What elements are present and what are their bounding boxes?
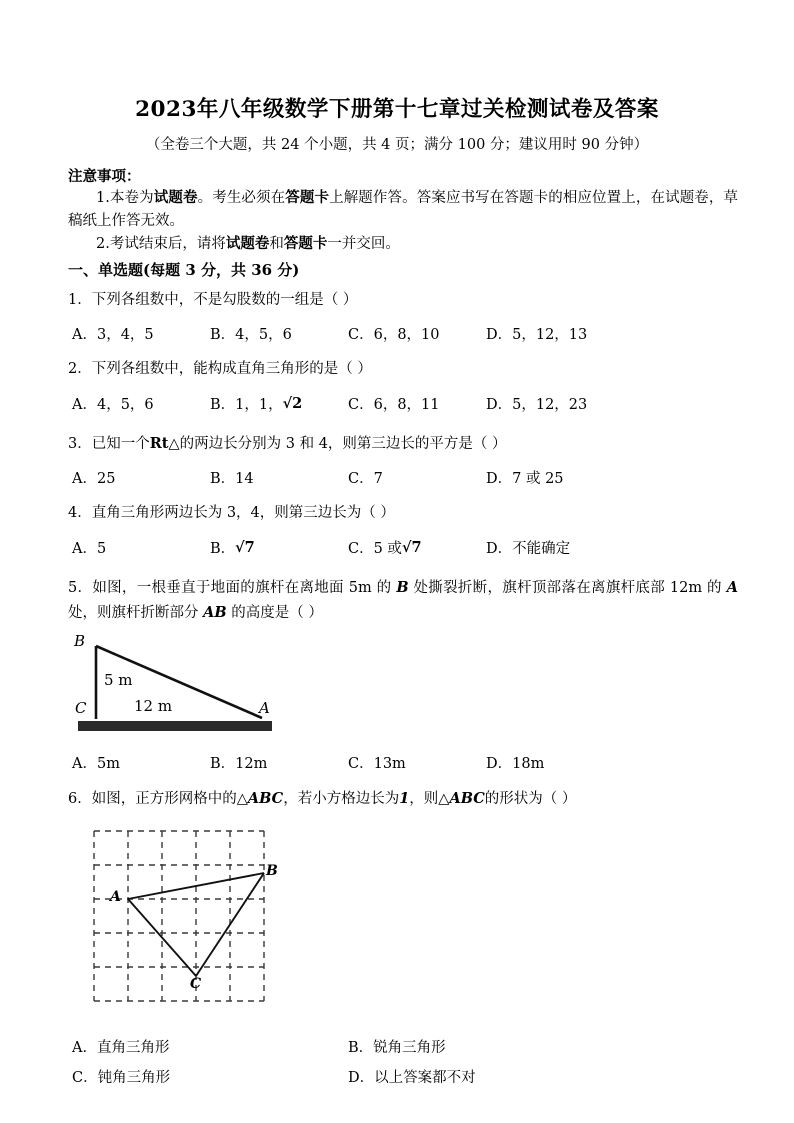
- notice-item-1: [68, 187, 738, 233]
- grid-triangle-diagram-svg: [84, 826, 304, 1026]
- question-6-options-row-1: [68, 1036, 738, 1066]
- notice-2-part-a: 2.考试结束后，请将: [96, 236, 226, 253]
- notice-2-part-e: 一并交回。: [327, 236, 400, 253]
- flagpole-dimension-vertical: 5 m: [104, 671, 133, 690]
- notice-1-part-a: 1.本卷为: [96, 190, 154, 207]
- notice-2-part-c: 和: [269, 236, 284, 253]
- question-4-option-b[interactable]: [210, 537, 255, 558]
- notice-2-bold-answer-sheet: 答题卡: [283, 235, 328, 253]
- question-4-options: [68, 537, 738, 567]
- question-3-stem-part-b: 的两边长分别为 3 和 4，则第三边长的平方是（ ）: [179, 436, 507, 453]
- flagpole-label-b: B: [74, 632, 86, 651]
- page-subtitle: （全卷三个大题，共 24 个小题，共 4 页；满分 100 分；建议用时 90 分钟）: [145, 136, 649, 153]
- question-6-option-c[interactable]: C．钝角三角形: [72, 1069, 171, 1086]
- flagpole-label-c: C: [75, 699, 87, 718]
- question-5-option-a[interactable]: A．5m: [72, 756, 120, 773]
- question-5-option-b[interactable]: B．12m: [210, 756, 268, 773]
- question-5-option-c[interactable]: C．13m: [348, 756, 406, 773]
- ground-bar: [78, 721, 272, 731]
- question-1-option-a[interactable]: A．3，4，5: [72, 326, 154, 343]
- question-3-stem-part-a: 3．已知一个: [68, 436, 150, 453]
- triangle-abc-symbol-2: △ABC: [438, 790, 485, 808]
- question-6-stem-part-d: 的形状为（ ）: [484, 791, 577, 808]
- question-6-option-a[interactable]: A．直角三角形: [72, 1039, 170, 1056]
- question-2-options: [68, 393, 738, 423]
- question-6-stem: [68, 778, 738, 811]
- flagpole-label-a: A: [259, 699, 270, 718]
- flagpole-dimension-horizontal: 12 m: [134, 697, 173, 716]
- grid-label-b: B: [266, 862, 278, 879]
- question-5-options: [68, 752, 738, 778]
- notice-1-part-e: 上解题作答。答案应书写在答题卡的相应位置上，在试题卷，草稿纸上作答无效。: [68, 190, 739, 230]
- question-1-stem: 1．下列各组数中，不是勾股数的一组是（ ）: [68, 292, 358, 309]
- sqrt-7-radical-b: √7: [235, 539, 255, 557]
- notice-item-2: [68, 233, 738, 256]
- question-3-stem: [68, 423, 738, 456]
- question-6-options: [68, 1036, 738, 1096]
- question-4-option-d[interactable]: D．不能确定: [486, 541, 571, 558]
- point-b-label: B: [396, 579, 409, 597]
- question-3-option-a[interactable]: A．25: [72, 470, 116, 487]
- question-1-option-d[interactable]: D．5，12，13: [486, 326, 588, 343]
- question-1-options: [68, 323, 738, 349]
- question-4-stem: 4．直角三角形两边长为 3，4，则第三边长为（ ）: [68, 504, 395, 521]
- question-4-option-a[interactable]: A．5: [72, 541, 107, 558]
- sqrt-2-radical: √2: [282, 395, 303, 413]
- question-2-option-b-text: B．1，1，: [210, 397, 283, 414]
- grid-label-c: C: [190, 975, 202, 992]
- question-5-stem: [68, 567, 738, 625]
- question-2-stem: 2．下列各组数中，能构成直角三角形的是（ ）: [68, 360, 372, 377]
- page-title: 2023年八年级数学下册第十七章过关检测试卷及答案: [135, 97, 659, 122]
- question-5-option-d[interactable]: D．18m: [486, 756, 545, 773]
- question-4-option-c-text: C．5 或: [348, 541, 402, 558]
- section-heading-single-choice: 一、单选题(每题 3 分，共 36 分): [68, 261, 300, 280]
- question-6-option-b[interactable]: B．锐角三角形: [348, 1039, 446, 1056]
- question-1-option-c[interactable]: C．6，8，10: [348, 326, 440, 343]
- segment-ab-label: AB: [203, 603, 227, 621]
- question-4-option-c[interactable]: [348, 537, 422, 558]
- question-6-option-d[interactable]: D．以上答案都不对: [348, 1069, 476, 1086]
- notice-heading: 注意事项：: [68, 167, 141, 185]
- question-5-stem-part-d: 的高度是（ ）: [226, 604, 323, 621]
- question-3-option-d[interactable]: D．7 或 25: [486, 470, 564, 487]
- question-2-option-d[interactable]: D．5，12，23: [486, 397, 588, 414]
- question-6-stem-part-c: ，则: [409, 791, 439, 808]
- grid-lines: [94, 831, 264, 1001]
- question-2-option-c[interactable]: C．6，8，11: [348, 397, 440, 414]
- question-6-stem-part-a: 6．如图，正方形网格中的: [68, 791, 237, 808]
- question-4-option-b-text: B．: [210, 541, 236, 558]
- question-5-stem-part-c: 处，则旗杆折断部分: [68, 604, 204, 621]
- question-3-option-b[interactable]: B．14: [210, 470, 254, 487]
- question-3-option-c[interactable]: C．7: [348, 470, 383, 487]
- question-2-option-a[interactable]: A．4，5，6: [72, 397, 154, 414]
- document-body: [0, 166, 794, 1096]
- notice-1-part-c: 。考生必须在: [197, 190, 286, 207]
- question-3-options: [68, 467, 738, 493]
- point-a-label: A: [726, 579, 738, 597]
- notice-2-bold-exam-paper: 试题卷: [225, 235, 270, 253]
- question-6-options-row-2: [68, 1066, 738, 1096]
- flagpole-figure: [74, 633, 304, 738]
- grid-unit-length: 1: [399, 790, 410, 808]
- sqrt-7-radical-c: √7: [401, 539, 422, 557]
- notice-1-bold-answer-sheet: 答题卡: [285, 189, 330, 207]
- grid-triangle-figure: [84, 826, 304, 1026]
- question-5-stem-part-b: 处撕裂折断，旗杆顶部落在离旗杆底部 12m 的: [408, 580, 727, 597]
- triangle-abc-symbol-1: △ABC: [236, 790, 284, 808]
- question-5-stem-part-a: 5．如图，一根垂直于地面的旗杆在离地面 5m 的: [68, 580, 397, 597]
- right-triangle-symbol: Rt△: [149, 435, 180, 453]
- question-2-option-b[interactable]: [210, 393, 302, 414]
- question-6-stem-part-b: ，若小方格边长为: [283, 791, 400, 808]
- notice-1-bold-exam-paper: 试题卷: [153, 189, 198, 207]
- question-1-option-b[interactable]: B．4，5，6: [210, 326, 292, 343]
- grid-label-a: A: [110, 888, 121, 905]
